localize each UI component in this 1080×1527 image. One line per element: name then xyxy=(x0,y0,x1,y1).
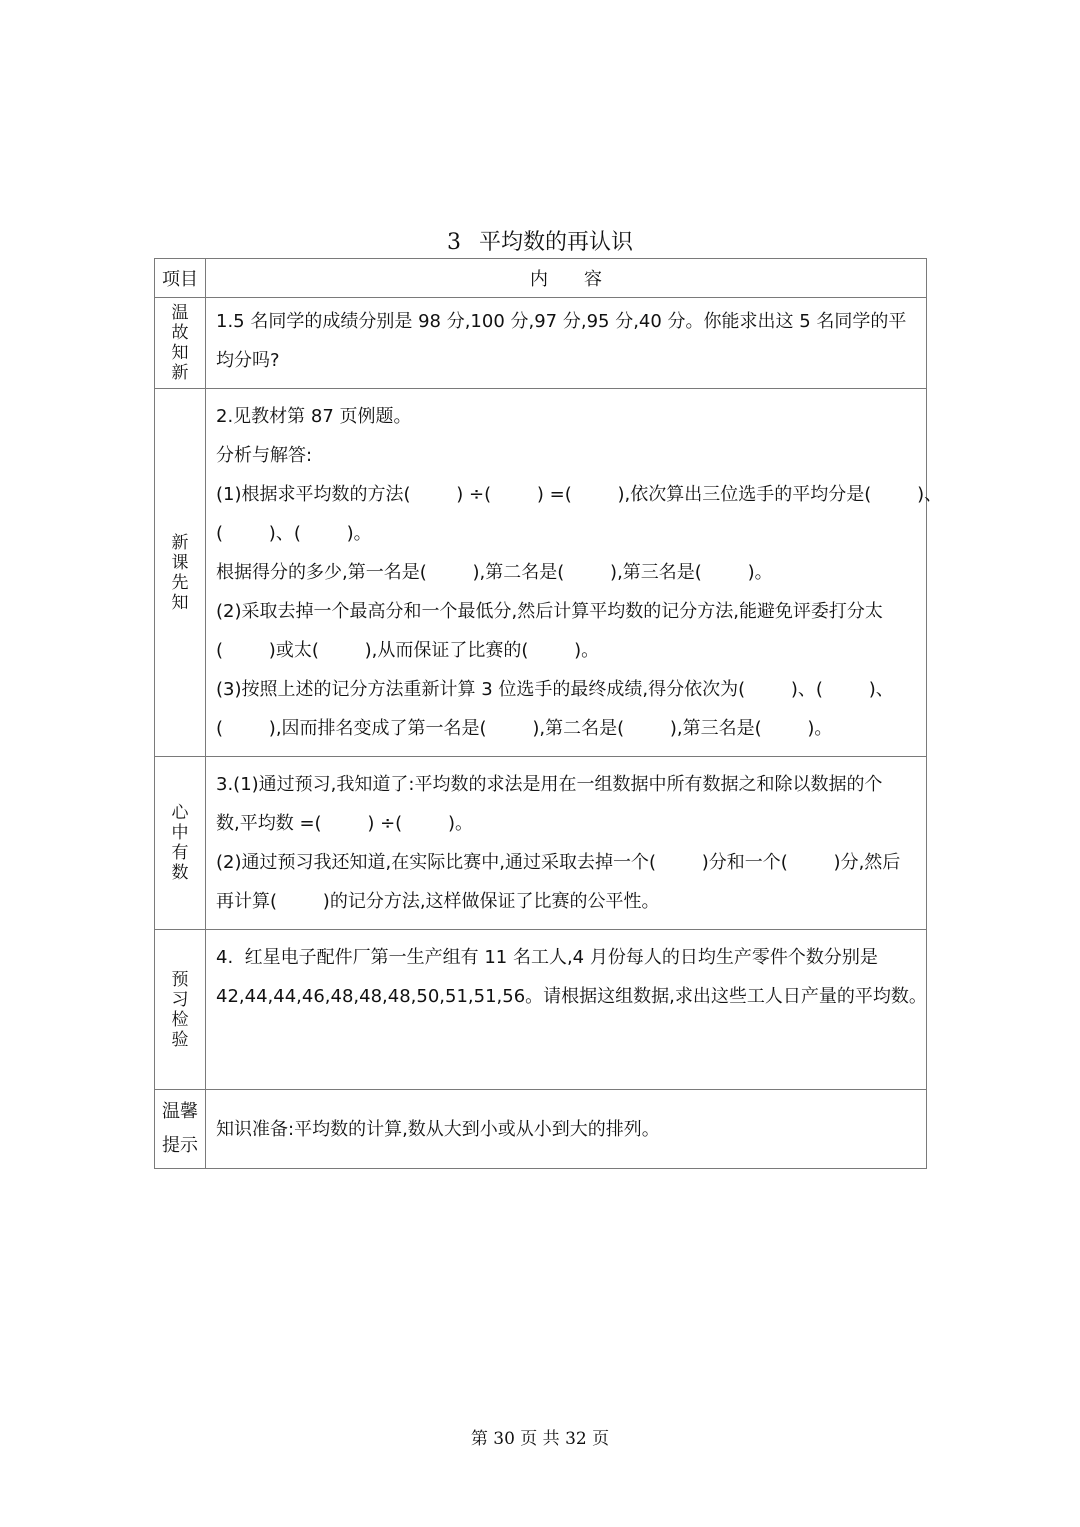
row-content xyxy=(206,930,927,1090)
table-row xyxy=(155,757,927,930)
table-row xyxy=(155,389,927,757)
content-line: 分析与解答: xyxy=(216,445,313,466)
row-label: 温馨 提示 xyxy=(155,1090,206,1169)
row-label: 心 中 有 数 xyxy=(155,757,206,930)
content-line: 知识准备:平均数的计算,数从大到小或从小到大的排列。 xyxy=(216,1118,660,1140)
content-line: (3)按照上述的记分方法重新计算 3 位选手的最终成绩,得分依次为( )、( )、 xyxy=(216,679,894,700)
table-row xyxy=(155,298,927,389)
content-line: 数,平均数 =( ) ÷( )。 xyxy=(216,813,473,834)
content-line: (2)通过预习我还知道,在实际比赛中,通过采取去掉一个( )分和一个( )分,然后 xyxy=(216,852,901,873)
content-line: 根据得分的多少,第一名是( ),第二名是( ),第三名是( )。 xyxy=(216,562,773,583)
worksheet-table xyxy=(154,258,943,1169)
table-row xyxy=(155,1090,927,1169)
header-content: 内容 xyxy=(206,259,927,298)
content-line: 均分吗? xyxy=(216,350,280,371)
content-line: 4. 红星电子配件厂第一生产组有 11 名工人,4 月份每人的日均生产零件个数分别是 xyxy=(216,947,878,968)
row-content xyxy=(206,389,943,757)
page-title xyxy=(0,228,1080,258)
content-line: ( )、( )。 xyxy=(216,523,372,544)
content-line: (2)采取去掉一个最高分和一个最低分,然后计算平均数的记分方法,能避免评委打分太 xyxy=(216,601,883,622)
row-label: 温 故 知 新 xyxy=(155,298,206,389)
table-row xyxy=(155,930,927,1090)
section-number: 3 xyxy=(446,230,461,255)
content-line: 42,44,44,46,48,48,48,50,51,51,56。请根据这组数据,求出这些工人日产量的平均数。 xyxy=(216,986,927,1007)
content-line: (1)根据求平均数的方法( ) ÷( ) =( ),依次算出三位选手的平均分是( )、 xyxy=(216,484,943,505)
content-line: ( )或太( ),从而保证了比赛的( )。 xyxy=(216,640,600,661)
content-line: 3.(1)通过预习,我知道了:平均数的求法是用在一组数据中所有数据之和除以数据的个 xyxy=(216,774,883,795)
content-line: 再计算( )的记分方法,这样做保证了比赛的公平性。 xyxy=(216,891,660,912)
content-line: ( ),因而排名变成了第一名是( ),第二名是( ),第三名是( )。 xyxy=(216,718,833,739)
row-content xyxy=(206,298,927,389)
row-label: 预 习 检 验 xyxy=(155,930,206,1090)
section-title: 平均数的再认识 xyxy=(478,230,633,255)
header-item: 项目 xyxy=(155,259,206,298)
content-line: 2.见教材第 87 页例题。 xyxy=(216,406,412,427)
row-content xyxy=(206,757,927,930)
content-line: 1.5 名同学的成绩分别是 98 分,100 分,97 分,95 分,40 分。你能求出这 5 名同学的平 xyxy=(216,311,907,332)
table-header-row xyxy=(155,259,927,298)
row-label: 新 课 先 知 xyxy=(155,389,206,757)
row-content xyxy=(206,1090,927,1169)
page-footer: 第 30 页 共 32 页 xyxy=(470,1429,610,1449)
